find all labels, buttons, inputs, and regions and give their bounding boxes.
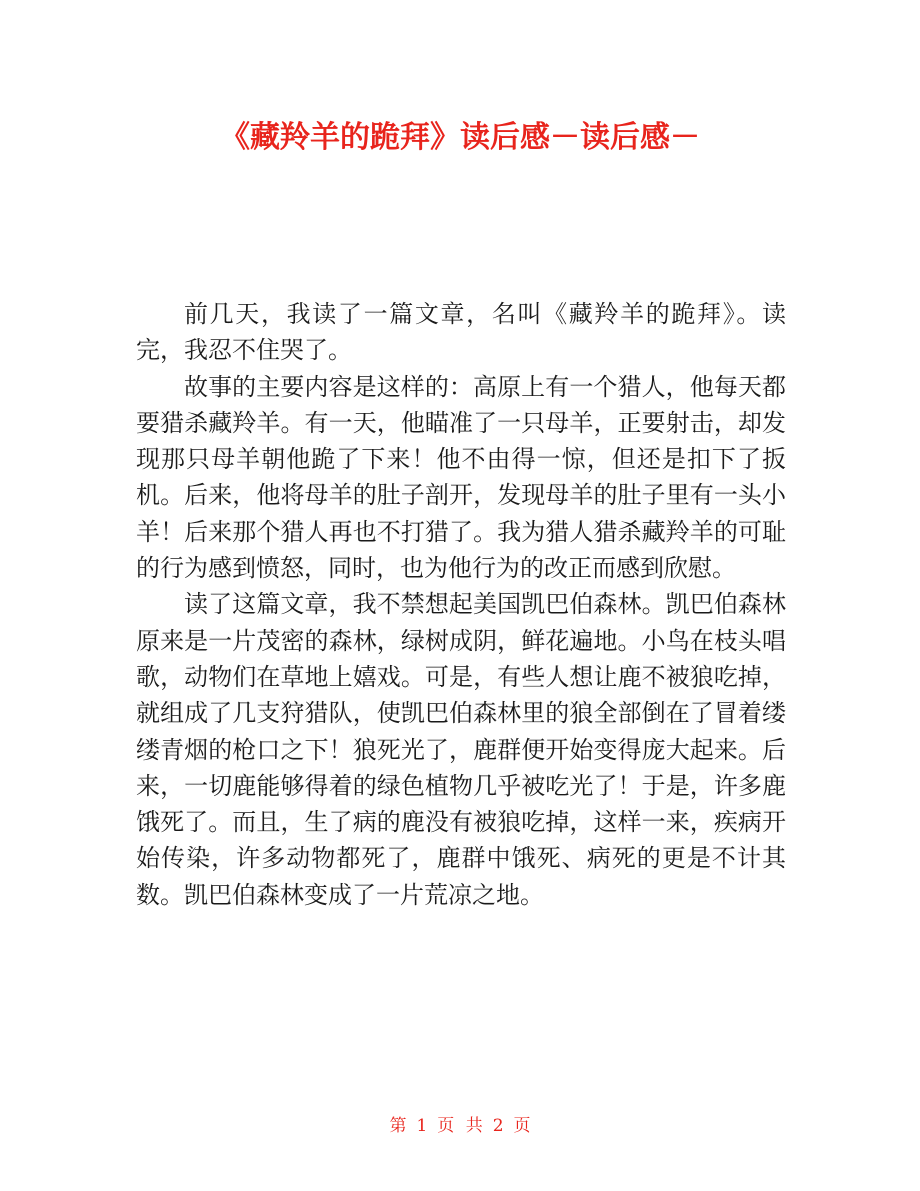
paragraph: 故事的主要内容是这样的：高原上有一个猎人，他每天都要猎杀藏羚羊。有一天，他瞄准了一只母羊，正要射击，却发现那只母羊朝他跪了下来！他不由得一惊，但还是扣下了扳机。后来，他将母羊的肚子剖开，发现母羊的肚子里有一头小羊！后来那个猎人再也不打猎了。我为猎人猎杀藏羚羊的可耻的行为感到愤怒，同时，也为他行为的改正而感到欣慰。 [136,372,786,583]
page-label-prefix: 第 [389,1116,407,1136]
paragraph: 读了这篇文章，我不禁想起美国凯巴伯森林。凯巴伯森林原来是一片茂密的森林，绿树成阴，鲜花遍地。小鸟在枝头唱歌，动物们在草地上嬉戏。可是，有些人想让鹿不被狼吃掉，就组成了几支狩猎队，使凯巴伯森林里的狼全部倒在了冒着缕缕青烟的枪口之下！狼死光了，鹿群便开始变得庞大起来。后来，一切鹿能够得着的绿色植物几乎被吃光了！于是，许多鹿饿死了。而且，生了病的鹿没有被狼吃掉，这样一来，疾病开始传染，许多动物都死了，鹿群中饿死、病死的更是不计其数。凯巴伯森林变成了一片荒凉之地。 [136,590,786,909]
page-footer [0,1114,920,1138]
current-page-number: 1 [416,1116,428,1136]
paragraph: 前几天，我读了一篇文章，名叫《藏羚羊的跪拜》。读完，我忍不住哭了。 [136,300,786,365]
document-body [136,296,786,913]
document-title: 《藏羚羊的跪拜》读后感－读后感－ [220,120,700,155]
total-pages-number: 2 [492,1116,504,1136]
page-label-mid: 页 共 [437,1116,483,1136]
page-label-suffix: 页 [513,1116,531,1136]
